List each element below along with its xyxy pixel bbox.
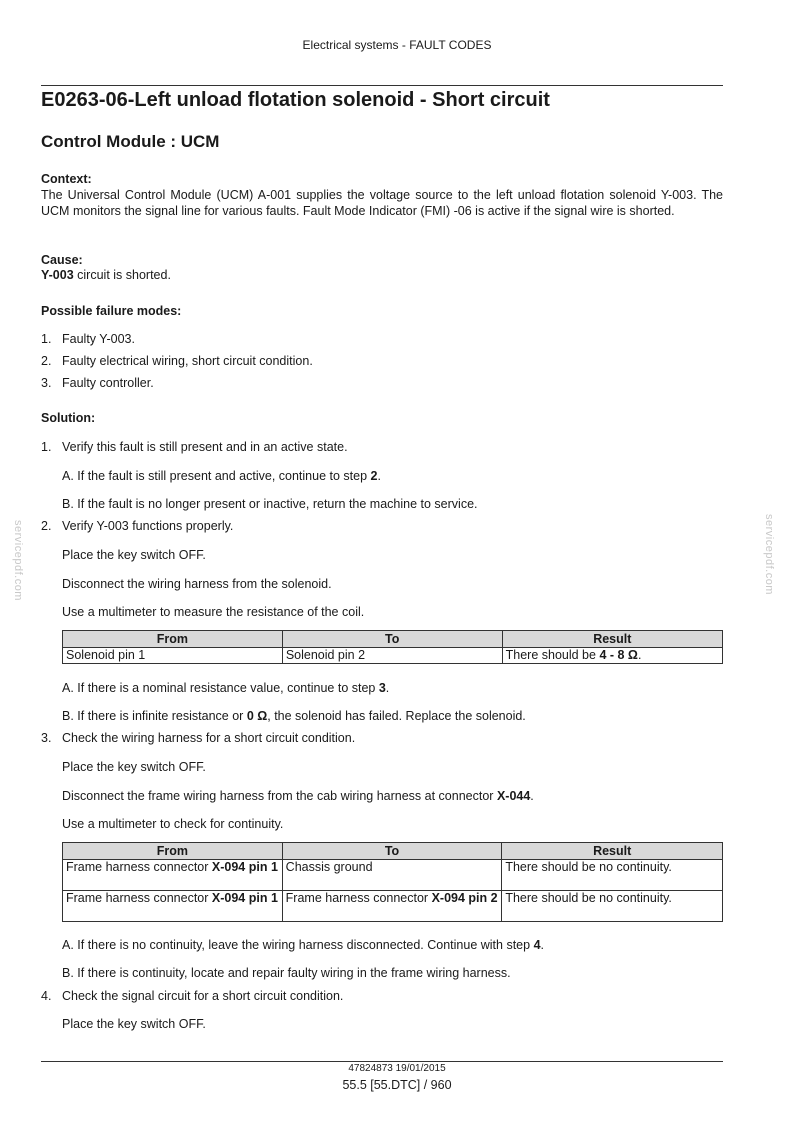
column-header-to: To [282, 843, 502, 860]
step-number: 3. [41, 731, 52, 745]
header-rule [41, 85, 723, 86]
table-row [63, 891, 723, 922]
table-header-row [63, 631, 723, 648]
cell-from [63, 891, 283, 922]
cell-text: Frame harness connector [285, 891, 432, 905]
continuity-table [62, 842, 723, 922]
column-header-to: To [282, 631, 502, 648]
result-text-end: . [637, 648, 642, 662]
substep-b [62, 709, 526, 723]
table-row [63, 648, 723, 664]
substep-text: A. If there is a nominal resistance value, continue to step [62, 681, 379, 695]
column-header-result: Result [502, 631, 722, 648]
cell-text: Chassis ground [285, 860, 373, 874]
instruction-text: Disconnect the frame wiring harness from the cab wiring harness at connector [62, 789, 497, 803]
context-label: Context: [41, 172, 92, 186]
failure-mode-item: Faulty electrical wiring, short circuit condition. [62, 354, 313, 368]
running-header: Electrical systems - FAULT CODES [302, 38, 492, 52]
substep-text-end: , the solenoid has failed. Replace the solenoid. [267, 709, 526, 723]
connector-pin: X-094 pin 1 [211, 860, 278, 874]
result-text: There should be [505, 648, 600, 662]
table-header-row [63, 843, 723, 860]
column-header-from: From [63, 843, 283, 860]
cause-component: Y-003 [41, 268, 74, 282]
substep-text: A. If there is no continuity, leave the wiring harness disconnected. Continue with step [62, 938, 534, 952]
cell-from: Solenoid pin 1 [63, 648, 283, 664]
failure-mode-item: Faulty controller. [62, 376, 154, 390]
substep-text-end: . [385, 681, 390, 695]
cause-label: Cause: [41, 253, 83, 267]
step-reference: 3 [378, 681, 386, 695]
cell-to [282, 891, 502, 922]
failure-mode-item: Faulty Y-003. [62, 332, 135, 346]
solution-label: Solution: [41, 411, 96, 425]
step-text: Check the wiring harness for a short circuit condition. [62, 731, 356, 745]
column-header-result: Result [502, 843, 723, 860]
cell-result: There should be no continuity. [502, 860, 723, 891]
cell-to [282, 860, 502, 891]
step-text: Check the signal circuit for a short circuit condition. [62, 989, 344, 1003]
instruction-line [62, 789, 534, 803]
step-reference: 4 [533, 938, 541, 952]
instruction-text-end: . [530, 789, 534, 803]
substep-b: B. If the fault is no longer present or inactive, return the machine to service. [62, 497, 478, 511]
cause-description: circuit is shorted. [73, 268, 171, 282]
footer-page-number: 55.5 [55.DTC] / 960 [342, 1078, 452, 1092]
resistance-table [62, 630, 723, 664]
step-number: 4. [41, 989, 52, 1003]
instruction-line: Use a multimeter to check for continuity. [62, 817, 284, 831]
substep-text: B. If there is infinite resistance or [62, 709, 247, 723]
step-number: 2. [41, 519, 52, 533]
substep-a [62, 469, 381, 483]
failure-mode-number: 2. [41, 354, 52, 368]
resistance-value: 0 Ω [246, 709, 268, 723]
connector-pin: X-094 pin 1 [211, 891, 278, 905]
instruction-line: Place the key switch OFF. [62, 760, 206, 774]
section-subtitle: Control Module : UCM [41, 132, 220, 151]
failure-mode-number: 3. [41, 376, 52, 390]
cell-to: Solenoid pin 2 [282, 648, 502, 664]
substep-b: B. If there is continuity, locate and repair faulty wiring in the frame wiring harness. [62, 966, 511, 980]
result-value: 4 - 8 Ω [599, 648, 638, 662]
footer-document-id: 47824873 19/01/2015 [348, 1063, 446, 1074]
instruction-line: Disconnect the wiring harness from the solenoid. [62, 577, 332, 591]
cell-text: Frame harness connector [66, 891, 212, 905]
connector-id: X-044 [496, 789, 531, 803]
context-text: The Universal Control Module (UCM) A-001 supplies the voltage source to the left unload flotation solenoid Y-003. The UCM monitors the signal line for various faults. Fault Mode Indicator (FMI) -06 is active if the signal wire is shorted. [41, 188, 723, 218]
cell-text: Frame harness connector [66, 860, 212, 874]
table-row [63, 860, 723, 891]
footer-rule [41, 1061, 723, 1062]
page-title: E0263-06-Left unload flotation solenoid - Short circuit [41, 89, 550, 111]
cell-result [502, 648, 722, 664]
step-text: Verify this fault is still present and in an active state. [62, 440, 348, 454]
cause-text [41, 268, 171, 282]
cell-from [63, 860, 283, 891]
step-text: Verify Y-003 functions properly. [62, 519, 234, 533]
cell-result: There should be no continuity. [502, 891, 723, 922]
substep-text: A. If the fault is still present and active, continue to step [62, 469, 371, 483]
instruction-line: Place the key switch OFF. [62, 548, 206, 562]
step-number: 1. [41, 440, 52, 454]
substep-a [62, 681, 389, 695]
watermark-right: servicepdf.com [763, 514, 775, 595]
instruction-line: Place the key switch OFF. [62, 1017, 206, 1031]
column-header-from: From [63, 631, 283, 648]
substep-text-end: . [540, 938, 544, 952]
watermark-left: servicepdf.com [12, 520, 24, 601]
instruction-line: Use a multimeter to measure the resistance of the coil. [62, 605, 365, 619]
step-reference: 2 [370, 469, 378, 483]
substep-text-end: . [377, 469, 381, 483]
failure-mode-number: 1. [41, 332, 52, 346]
substep-a [62, 938, 544, 952]
connector-pin: X-094 pin 2 [431, 891, 498, 905]
failure-modes-label: Possible failure modes: [41, 304, 182, 318]
